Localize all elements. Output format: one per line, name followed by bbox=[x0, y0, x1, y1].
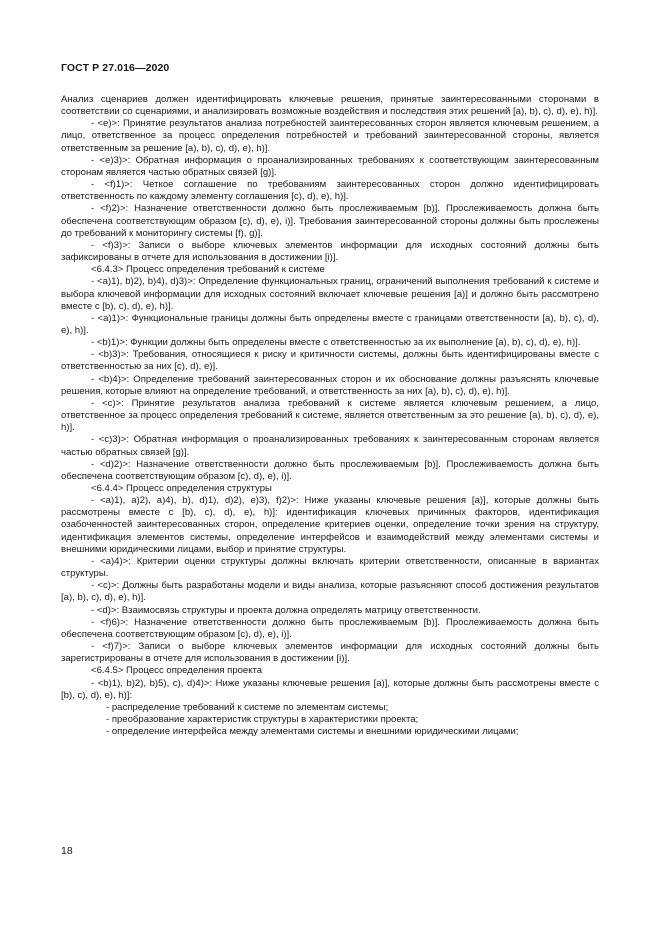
paragraph: - <b)4)>: Определение требований заинтересованных сторон и их обоснование должны разъяснять ключевые решения, которые влияют на определение требований, и ответственность за них [a), b), c), d), e), h)]. bbox=[61, 373, 599, 397]
paragraph: - <c)>: Принятие результатов анализа требований к системе является ключевым решением, а лицо, ответственное за процесс определения требований к системе, является ответственным за это решение [a), b), c), d), e), h)]. bbox=[61, 397, 599, 434]
paragraph: - <b)1)>: Функции должны быть определены вместе с ответственностью за их выполнение [a), b), c), d), e), h)]. bbox=[91, 337, 581, 349]
paragraph: - <d)2)>: Назначение ответственности должно быть прослеживаемым [b)]. Прослеживаемость должна быть обеспечена соответствующим образом [c), d), e), i)]. bbox=[61, 458, 599, 482]
paragraph: - <f)3)>: Записи о выборе ключевых элементов информации для исходных состояний должны быть зафиксированы в отчете для использования в достижении [i)]. bbox=[61, 239, 599, 264]
paragraph: - <f)7)>: Записи о выборе ключевых элементов информации для исходных состояний должны быть зарегистрированы в отчете для использования в достижении [i)]. bbox=[61, 641, 599, 665]
paragraph: - <b)1), b)2), b)5), c), d)4)>: Ниже указаны ключевые решения [a)], которые должны быть рассмотрены вместе с [b), c), d), e), h)]: bbox=[61, 677, 599, 701]
list-item: - преобразование характеристик структуры в характеристики проекта; bbox=[106, 713, 419, 725]
paragraph: - <f)6)>: Назначение ответственности должно быть прослеживаемым [b)]. Прослеживаемость должна быть обеспечена соответствующим образом [c), d), e), i)]. bbox=[61, 616, 599, 640]
paragraph: - <f)1)>: Четкое соглашение по требованиям заинтересованных сторон должно идентифицировать ответственность по каждому элементу соглашения [c), d), e), h)]. bbox=[61, 179, 599, 203]
document-body bbox=[61, 94, 599, 738]
paragraph: - <e)>: Принятие результатов анализа потребностей заинтересованных сторон является ключевым решением, а лицо, ответственное за процесс определения потребностей и требований заинтересованной стороны, является ответственным за решение [a), b), c), d), e), h)]. bbox=[61, 118, 599, 154]
paragraph: Анализ сценариев должен идентифицировать ключевые решения, принятые заинтересованными сторонами в соответствии со сценариями, и анализировать возможные воздействия и последствия этих решений [a), b), c), d), e), h)]. bbox=[61, 94, 599, 118]
paragraph: - <e)3)>: Обратная информация о проанализированных требованиях к соответствующим заинтересованным сторонам является частью обратных связей [g)]. bbox=[61, 154, 599, 178]
section-heading: <6.4.3> Процесс определения требований к системе bbox=[91, 264, 325, 276]
list-item: - определение интерфейса между элементами системы и внешними юридическими лицами; bbox=[106, 726, 519, 738]
paragraph: - <d)>: Взаимосвязь структуры и проекта должна определять матрицу ответственности. bbox=[91, 604, 481, 616]
section-heading: <6.4.5> Процесс определения проекта bbox=[91, 665, 263, 677]
section-heading: <6.4.4> Процесс определения структуры bbox=[91, 483, 272, 494]
paragraph: - <b)3)>: Требования, относящиеся к риску и критичности системы, должны быть идентифицированы вместе с ответственностью за них [c), d), e)]. bbox=[61, 349, 599, 373]
paragraph: - <c)3)>: Обратная информация о проанализированных требованиях к заинтересованным сторонам является частью обратных связей [g)]. bbox=[61, 434, 599, 458]
paragraph: - <a)4)>: Критерии оценки структуры должны включать критерии ответственности, описанные в вариантах структуры. bbox=[61, 555, 599, 580]
paragraph: - <a)1), a)2), a)4), b), d)1), d)2), e)3), f)2)>: Ниже указаны ключевые решения [a)], которые должны быть рассмотрены вместе с [b), c), d), e), h)]: идентификация ключевых причинных факторов, идентификация озабоченностей заинтересованных сторон, определение критериев оценки, определение точки зрения на структуру, идентификация элементов системы, определение интерфейсов и взаимодействий между элементами системы и внешними юридическими лицами, выбор и принятие структуры. bbox=[61, 495, 599, 555]
document-header: ГОСТ Р 27.016—2020 bbox=[61, 62, 170, 74]
paragraph: - <a)1), b)2), b)4), d)3)>: Определение функциональных границ, ограничений выполнения требований к системе и выбора ключевой информации для исходных состояний включает ключевые решения [a)] и должно быть рассмотрено вместе с [b), c), d), e), h)]. bbox=[61, 276, 599, 312]
paragraph: - <f)2)>: Назначение ответственности должно быть прослеживаемым [b)]. Прослеживаемость должна быть обеспечена соответствующим образом [c), d), e), i)]. Требования заинтересованной стороны должны быть прослежены до требований к мониторингу системы [f), g)]. bbox=[61, 203, 599, 239]
paragraph: - <c)>: Должны быть разработаны модели и виды анализа, которые разъясняют способ достижения результатов [a), b), c), d), e), h)]. bbox=[61, 580, 599, 604]
paragraph: - <a)1)>: Функциональные границы должны быть определены вместе с границами ответственности [a), b), c), d), e), h)]. bbox=[61, 312, 599, 336]
list-item: - распределение требований к системе по элементам системы; bbox=[106, 701, 389, 713]
page-number: 18 bbox=[61, 845, 73, 857]
